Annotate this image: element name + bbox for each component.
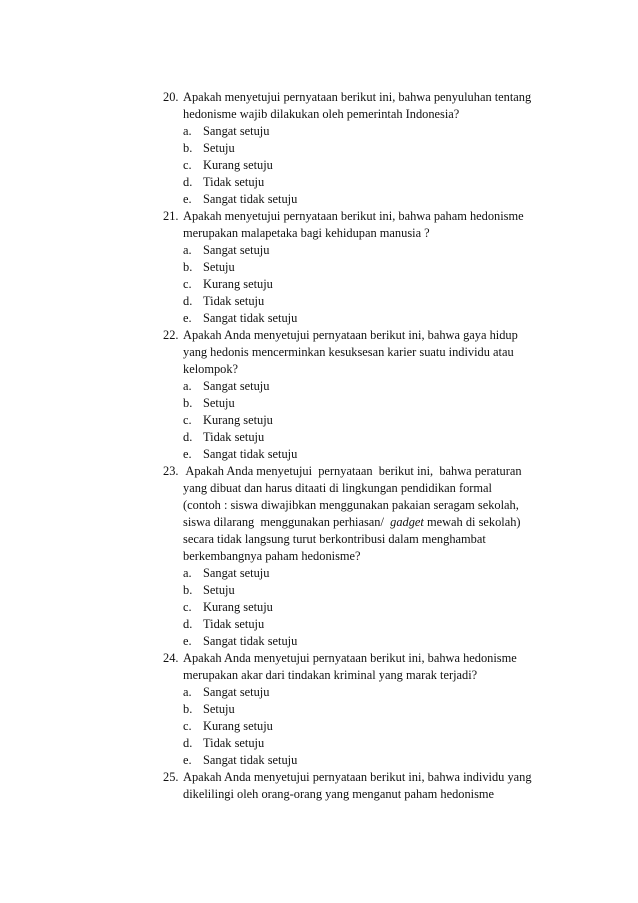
option-label: Sangat setuju [203, 379, 270, 393]
question-23 [163, 463, 563, 650]
answer-options [163, 123, 563, 208]
question-number: 22. [163, 328, 179, 342]
option-label: Sangat tidak setuju [203, 192, 298, 206]
option-letter: a. [183, 124, 192, 138]
question-line [163, 463, 563, 480]
option-label: Setuju [203, 396, 235, 410]
option-label: Kurang setuju [203, 600, 273, 614]
option-letter: c. [183, 600, 192, 614]
question-25 [163, 769, 563, 803]
question-text-line [163, 514, 563, 531]
option-letter: b. [183, 260, 193, 274]
option-letter: d. [183, 175, 193, 189]
question-number: 21. [163, 209, 179, 223]
option-letter: d. [183, 430, 193, 444]
question-text: hedonisme wajib dilakukan oleh pemerintah Indonesia? [183, 107, 460, 121]
option-letter: a. [183, 243, 192, 257]
question-text: secara tidak langsung turut berkontribusi dalam menghambat [183, 532, 486, 546]
question-number: 24. [163, 651, 179, 665]
question-line [163, 208, 563, 225]
option-letter: b. [183, 583, 193, 597]
answer-option [163, 582, 563, 599]
option-label: Setuju [203, 583, 235, 597]
option-label: Tidak setuju [203, 617, 265, 631]
question-21 [163, 208, 563, 327]
gadget-word: gadget [390, 515, 424, 529]
answer-option [163, 378, 563, 395]
option-letter: d. [183, 294, 193, 308]
option-label: Setuju [203, 702, 235, 716]
option-letter: b. [183, 702, 193, 716]
option-letter: e. [183, 447, 192, 461]
question-list [163, 89, 563, 803]
question-number: 25. [163, 770, 179, 784]
answer-option [163, 242, 563, 259]
option-label: Sangat setuju [203, 124, 270, 138]
answer-option [163, 752, 563, 769]
answer-option [163, 293, 563, 310]
question-text: merupakan malapetaka bagi kehidupan manusia ? [183, 226, 430, 240]
option-label: Sangat tidak setuju [203, 634, 298, 648]
question-line [163, 769, 563, 786]
answer-option [163, 429, 563, 446]
option-label: Kurang setuju [203, 277, 273, 291]
answer-option [163, 599, 563, 616]
question-text: berkembangnya paham hedonisme? [183, 549, 361, 563]
option-label: Sangat tidak setuju [203, 753, 298, 767]
question-number: 23. [163, 464, 179, 478]
option-label: Tidak setuju [203, 736, 265, 750]
question-text: dikelilingi oleh orang-orang yang menganut paham hedonisme [183, 787, 495, 801]
answer-option [163, 259, 563, 276]
question-text: Apakah Anda menyetujui pernyataan berikut ini, bahwa individu yang [183, 770, 532, 784]
question-text: Apakah Anda menyetujui pernyataan berikut ini, bahwa gaya hidup [183, 328, 518, 342]
answer-options [163, 378, 563, 463]
question-24 [163, 650, 563, 769]
answer-options [163, 684, 563, 769]
question-20 [163, 89, 563, 208]
question-line [163, 650, 563, 667]
answer-option [163, 276, 563, 293]
option-letter: e. [183, 311, 192, 325]
answer-option [163, 701, 563, 718]
option-letter: b. [183, 141, 193, 155]
option-label: Tidak setuju [203, 294, 265, 308]
answer-option [163, 633, 563, 650]
answer-option [163, 446, 563, 463]
option-label: Tidak setuju [203, 175, 265, 189]
question-text: kelompok? [183, 362, 239, 376]
option-letter: a. [183, 566, 192, 580]
question-text: Apakah Anda menyetujui pernyataan berikut ini, bahwa hedonisme [183, 651, 517, 665]
option-letter: d. [183, 736, 193, 750]
question-line [163, 327, 563, 344]
question-text: Apakah menyetujui pernyataan berikut ini, bahwa penyuluhan tentang [183, 90, 532, 104]
answer-option [163, 140, 563, 157]
option-label: Kurang setuju [203, 413, 273, 427]
answer-option [163, 684, 563, 701]
option-letter: c. [183, 413, 192, 427]
option-label: Sangat setuju [203, 566, 270, 580]
option-label: Tidak setuju [203, 430, 265, 444]
option-label: Setuju [203, 141, 235, 155]
answer-option [163, 191, 563, 208]
option-letter: c. [183, 719, 192, 733]
option-letter: c. [183, 277, 192, 291]
answer-option [163, 174, 563, 191]
option-label: Kurang setuju [203, 158, 273, 172]
question-text: merupakan akar dari tindakan kriminal yang marak terjadi? [183, 668, 478, 682]
option-letter: e. [183, 634, 192, 648]
question-number: 20. [163, 90, 179, 104]
option-letter: d. [183, 617, 193, 631]
question-text: siswa dilarang menggunakan perhiasan/ [183, 515, 391, 529]
option-label: Sangat setuju [203, 243, 270, 257]
answer-option [163, 735, 563, 752]
question-text: (contoh : siswa diwajibkan menggunakan pakaian seragam sekolah, [183, 498, 519, 512]
question-text: yang dibuat dan harus ditaati di lingkungan pendidikan formal [183, 481, 493, 495]
option-label: Sangat setuju [203, 685, 270, 699]
answer-option [163, 718, 563, 735]
question-text: yang hedonis mencerminkan kesuksesan karier suatu individu atau [183, 345, 514, 359]
option-letter: e. [183, 192, 192, 206]
option-letter: a. [183, 379, 192, 393]
option-letter: b. [183, 396, 193, 410]
answer-options [163, 242, 563, 327]
answer-option [163, 412, 563, 429]
answer-option [163, 565, 563, 582]
option-label: Kurang setuju [203, 719, 273, 733]
option-label: Sangat tidak setuju [203, 447, 298, 461]
option-label: Sangat tidak setuju [203, 311, 298, 325]
question-line [163, 89, 563, 106]
answer-option [163, 310, 563, 327]
option-letter: e. [183, 753, 192, 767]
answer-options [163, 565, 563, 650]
question-text: Apakah Anda menyetujui pernyataan berikut ini, bahwa peraturan [183, 464, 522, 478]
option-label: Setuju [203, 260, 235, 274]
question-22 [163, 327, 563, 463]
question-text: mewah di sekolah) [423, 515, 521, 529]
answer-option [163, 157, 563, 174]
option-letter: c. [183, 158, 192, 172]
option-letter: a. [183, 685, 192, 699]
answer-option [163, 123, 563, 140]
answer-option [163, 395, 563, 412]
answer-option [163, 616, 563, 633]
question-text: Apakah menyetujui pernyataan berikut ini, bahwa paham hedonisme [183, 209, 524, 223]
